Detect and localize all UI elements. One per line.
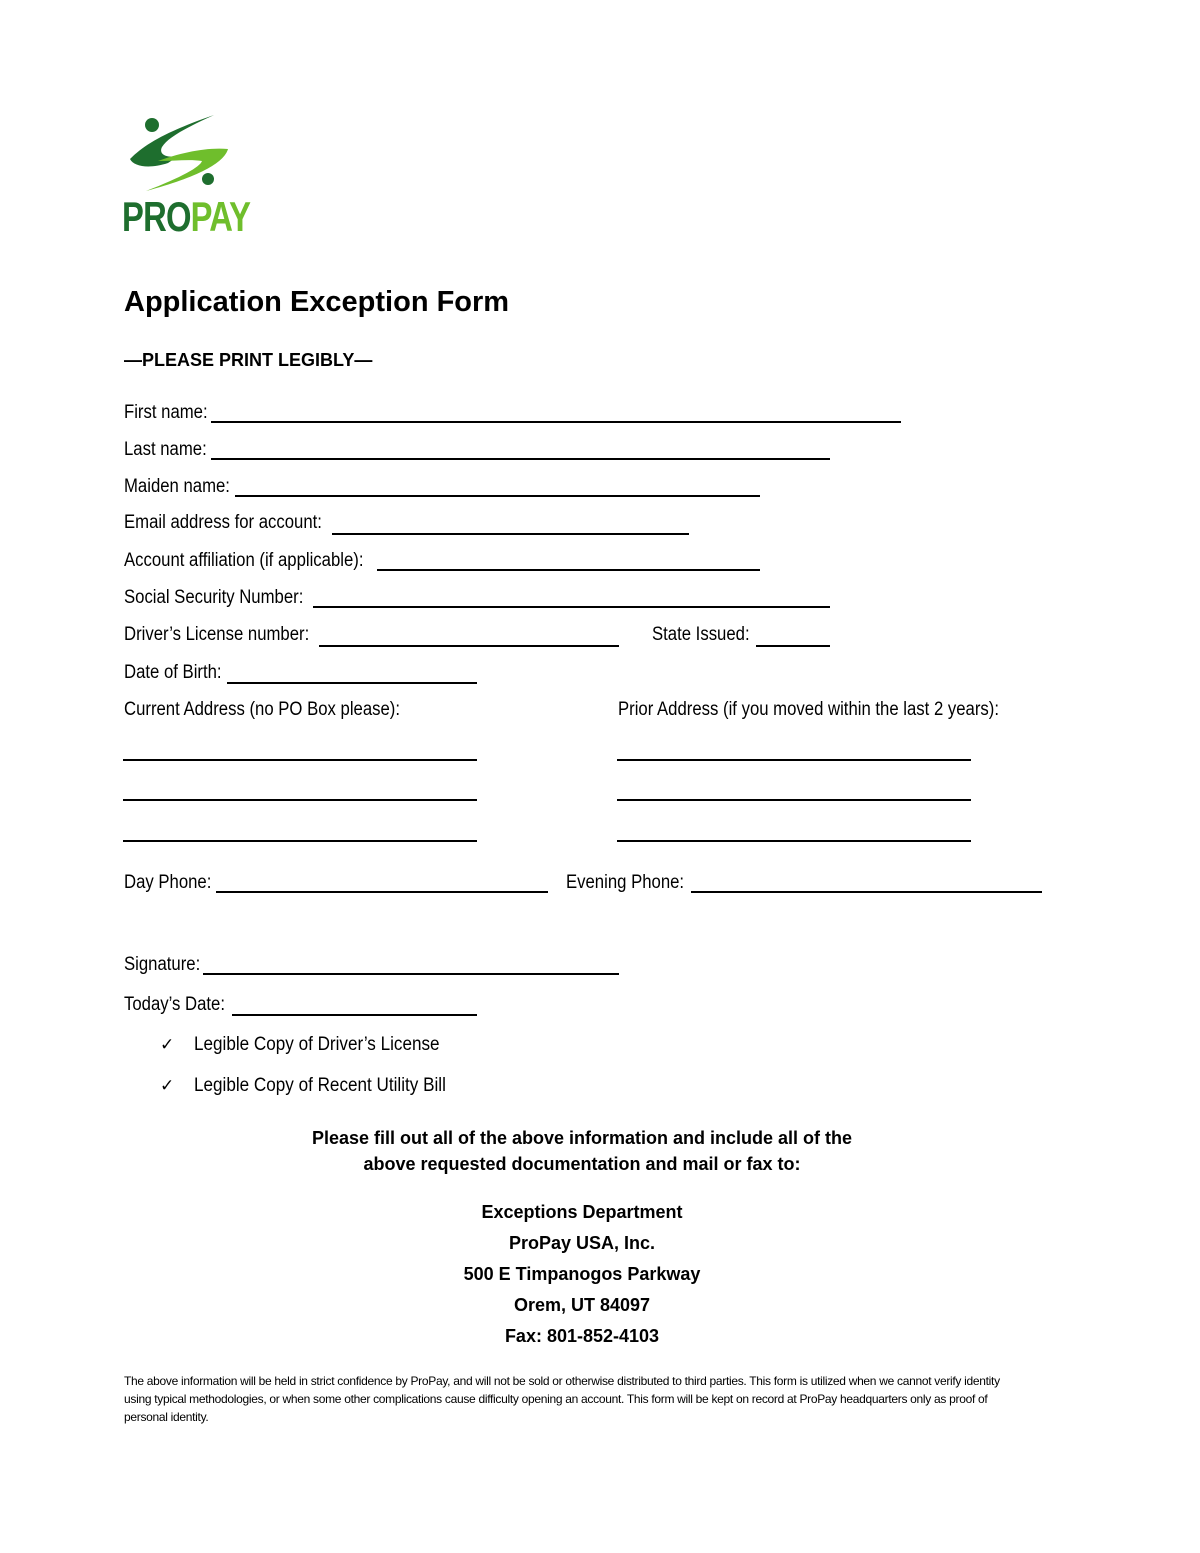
instructions: [0, 1125, 1164, 1177]
prior-address-row: [618, 697, 1051, 721]
prior-address-line-3[interactable]: [617, 840, 971, 842]
prior-address-label: Prior Address (if you moved within the last 2 years):: [618, 699, 1000, 720]
ssn-label: Social Security Number:: [124, 587, 304, 608]
address-street: 500 E Timpanogos Parkway: [463, 1264, 701, 1284]
ssn-field[interactable]: [313, 606, 830, 608]
dl-number-field[interactable]: [319, 645, 619, 647]
day-phone-row: [124, 870, 223, 894]
checklist-label: Legible Copy of Driver’s License: [194, 1034, 440, 1055]
state-issued-row: [652, 622, 763, 646]
prior-address-line-2[interactable]: [617, 799, 971, 801]
affiliation-label: Account affiliation (if applicable):: [124, 550, 364, 571]
day-phone-label: Day Phone:: [124, 872, 212, 893]
current-address-line-1[interactable]: [123, 759, 477, 761]
confidentiality-note: The above information will be held in strict confidence by ProPay, and will not be sold or otherwise distributed to third parties. This form is utilized when we cannot verify identity using typical methodologies, or when some other complications cause difficulty opening an account. This form will be kept on record at ProPay headquarters only as proof of personal identity.: [124, 1374, 1000, 1424]
ssn-row: [124, 585, 328, 609]
evening-phone-row: [566, 870, 700, 894]
last-name-row: [124, 437, 218, 461]
state-issued-label: State Issued:: [652, 624, 750, 645]
address-department: Exceptions Department: [481, 1202, 683, 1222]
address-company: ProPay USA, Inc.: [508, 1233, 656, 1253]
evening-phone-field[interactable]: [691, 891, 1042, 893]
print-legibly-note: —PLEASE PRINT LEGIBLY—: [124, 350, 373, 370]
evening-phone-label: Evening Phone:: [566, 872, 685, 893]
current-address-label: Current Address (no PO Box please):: [124, 699, 401, 720]
maiden-name-row: [124, 474, 244, 498]
checkmark-icon: ✓: [160, 1076, 175, 1095]
instructions-line: above requested documentation and mail or fax to:: [363, 1154, 801, 1174]
dl-number-label: Driver’s License number:: [124, 624, 310, 645]
checklist-item: [160, 1034, 467, 1056]
page-title: Application Exception Form: [124, 286, 510, 318]
dob-row: [124, 660, 235, 684]
dl-number-row: [124, 622, 335, 646]
affiliation-row: [124, 548, 396, 572]
state-issued-field[interactable]: [756, 645, 830, 647]
day-phone-field[interactable]: [216, 891, 548, 893]
instructions-line: Please fill out all of the above information and include all of the: [311, 1128, 853, 1148]
maiden-name-field[interactable]: [235, 495, 760, 497]
current-address-row: [124, 697, 438, 721]
affiliation-field[interactable]: [377, 569, 760, 571]
checklist-item: [160, 1075, 474, 1097]
maiden-name-label: Maiden name:: [124, 476, 230, 497]
current-address-line-2[interactable]: [123, 799, 477, 801]
dob-field[interactable]: [227, 682, 477, 684]
propay-swoosh-icon: [128, 113, 234, 193]
signature-label: Signature:: [124, 954, 201, 975]
wordmark-pay: PAY: [190, 193, 251, 240]
current-address-line-3[interactable]: [123, 840, 477, 842]
address-fax: Fax: 801-852-4103: [504, 1326, 660, 1346]
todays-date-label: Today’s Date:: [124, 994, 226, 1015]
first-name-label: First name:: [124, 402, 208, 423]
first-name-row: [124, 400, 219, 424]
last-name-label: Last name:: [124, 439, 207, 460]
wordmark-pro: PRO: [122, 193, 191, 240]
signature-row: [124, 952, 211, 976]
signature-field[interactable]: [203, 973, 619, 975]
prior-address-line-1[interactable]: [617, 759, 971, 761]
dob-label: Date of Birth:: [124, 662, 222, 683]
propay-wordmark: [122, 193, 251, 240]
email-label: Email address for account:: [124, 512, 322, 533]
email-field[interactable]: [332, 533, 689, 535]
checklist-label: Legible Copy of Recent Utility Bill: [194, 1075, 446, 1096]
email-row: [124, 510, 349, 534]
checkmark-icon: ✓: [160, 1035, 175, 1054]
address-city: Orem, UT 84097: [513, 1295, 651, 1315]
mailing-address: [0, 1197, 1164, 1352]
last-name-field[interactable]: [211, 458, 830, 460]
todays-date-row: [124, 992, 239, 1016]
first-name-field[interactable]: [211, 421, 901, 423]
todays-date-field[interactable]: [232, 1014, 477, 1016]
